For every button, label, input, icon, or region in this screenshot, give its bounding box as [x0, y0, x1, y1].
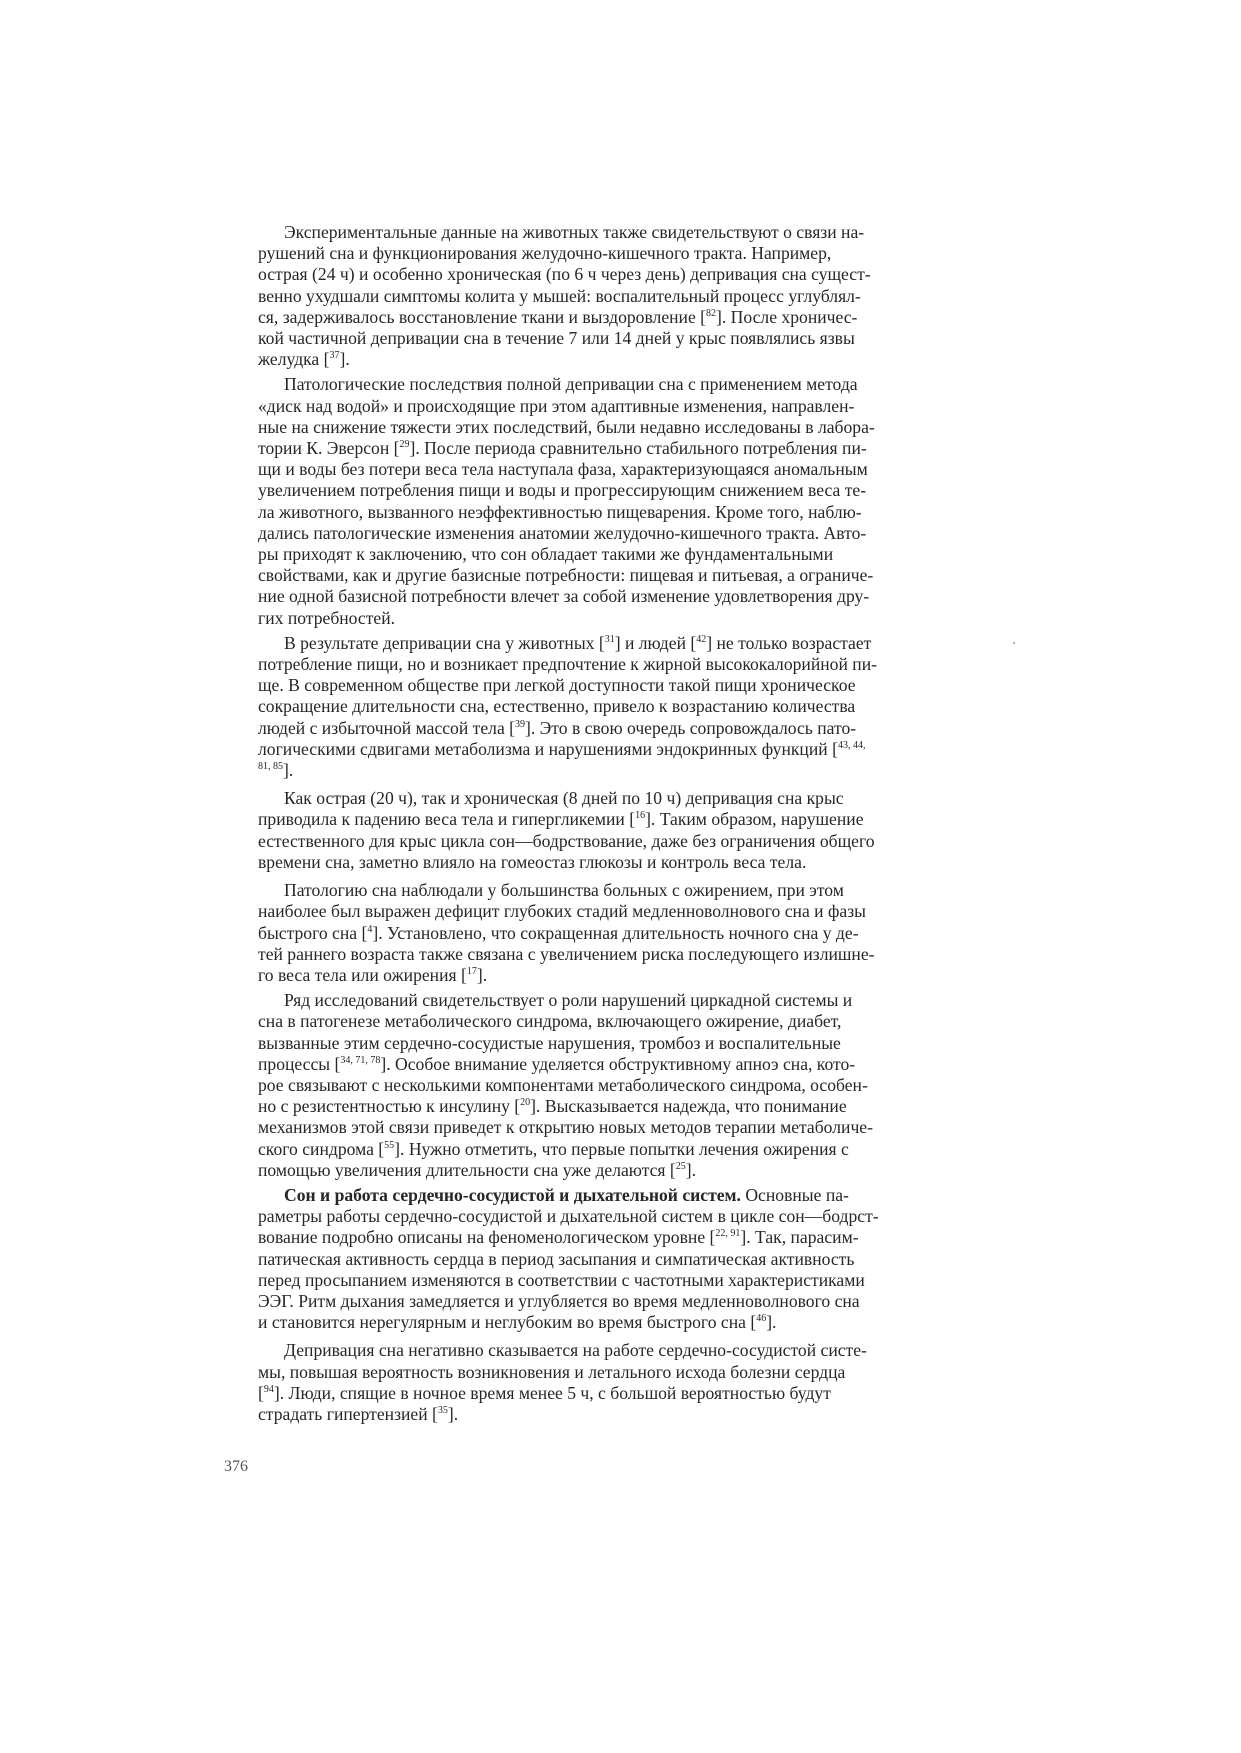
line: ]. [685, 1159, 697, 1180]
line: ]. Таким образом, нарушение [645, 809, 864, 830]
line: быстрого сна [ [258, 922, 368, 943]
citation: 55 [384, 1139, 395, 1151]
paragraph-6 [258, 990, 996, 1181]
citation: 25 [675, 1160, 686, 1172]
line: Патологические последствия полной депривации сна с применением метода [284, 374, 858, 395]
line: времени сна, заметно влияло на гомеостаз глюкозы и контроль веса тела. [258, 851, 807, 872]
line: Как острая (20 ч), так и хроническая (8 дней по 10 ч) депривация сна крыс [284, 788, 844, 809]
citation: 31 [604, 633, 615, 645]
citation: 39 [515, 718, 526, 730]
line: механизмов этой связи приведет к открытию новых методов терапии метаболиче- [258, 1117, 873, 1138]
line: вование подробно описаны на феноменологическом уровне [ [258, 1227, 716, 1248]
line: кой частичной депривации сна в течение 7 или 14 дней у крыс появлялись язвы [258, 328, 855, 349]
line: ]. Нужно отметить, что первые попытки лечения ожирения с [394, 1138, 849, 1159]
line: людей с избыточной массой тела [ [258, 717, 516, 738]
citation: 16 [635, 810, 646, 822]
line: гих потребностей. [258, 607, 396, 628]
citation: 17 [466, 965, 477, 977]
line: сна в патогенезе метаболического синдрома, включающего ожирение, диабет, [258, 1011, 842, 1032]
section-heading: Сон и работа сердечно-сосудистой и дыхательной систем. [284, 1184, 741, 1205]
line: ]. [339, 349, 350, 370]
line: Ряд исследований свидетельствует о роли нарушений циркадной системы и [284, 990, 853, 1011]
paragraph-5 [258, 880, 996, 986]
page-body [258, 222, 996, 1425]
scan-speck [1013, 642, 1015, 644]
line: тории К. Эверсон [ [258, 438, 400, 459]
line: ]. [476, 964, 488, 985]
line: приводила к падению веса тела и гипергликемии [ [258, 809, 636, 830]
paragraph-4 [258, 788, 996, 873]
line: логическими сдвигами метаболизма и нарушениями эндокринных функций [ [258, 738, 838, 759]
line: В результате депривации сна у животных [ [284, 632, 605, 653]
citation: 34, 71, 78 [340, 1054, 381, 1066]
paragraph-1 [258, 222, 996, 370]
line: потребление пищи, но и возникает предпочтение к жирной высококалорийной пи- [258, 654, 877, 675]
line: [ [258, 1382, 264, 1403]
line: го веса тела или ожирения [ [258, 964, 467, 985]
line: сокращение длительности сна, естественно, привело к возрастанию количества [258, 696, 856, 717]
line: ]. Так, парасим- [740, 1227, 859, 1248]
line: острая (24 ч) и особенно хроническая (по 6 ч через день) депривация сна сущест- [258, 264, 871, 285]
line: ]. Высказывается надежда, что понимание [530, 1096, 847, 1117]
line: рушений сна и функционирования желудочно-кишечного тракта. Например, [258, 243, 832, 264]
line: щи и воды без потери веса тела наступала фаза, характеризующаяся аномальным [258, 459, 868, 480]
line: Патологию сна наблюдали у большинства больных с ожирением, при этом [284, 880, 844, 901]
citation: 81, 85 [258, 761, 283, 773]
citation: 94 [263, 1383, 274, 1395]
paragraph-8 [258, 1340, 996, 1425]
line: ] и людей [ [614, 632, 697, 653]
line: тей раннего возраста также связана с увеличением риска последующего излишне- [258, 943, 875, 964]
line: ]. После периода сравнительно стабильного потребления пи- [409, 438, 867, 459]
line: ]. [447, 1403, 459, 1424]
paragraph-2 [258, 374, 996, 628]
line: ры приходят к заключению, что сон обладает такими же фундаментальными [258, 544, 834, 565]
line: ще. В современном обществе при легкой доступности такой пищи хроническое [258, 675, 856, 696]
paragraph-3 [258, 633, 996, 781]
line: ние одной базисной потребности влечет за собой изменение удовлетворения дру- [258, 586, 870, 607]
line: ]. Особое внимание уделяется обструктивному апноэ сна, кото- [380, 1053, 856, 1074]
line: помощью увеличения длительности сна уже делаются [ [258, 1159, 676, 1180]
line: мы, повышая вероятность возникновения и летального исхода болезни сердца [258, 1361, 846, 1382]
citation: 42 [696, 633, 707, 645]
line: Депривация сна негативно сказывается на работе сердечно-сосудистой систе- [284, 1340, 867, 1361]
line: наиболее был выражен дефицит глубоких стадий медленноволнового сна и фазы [258, 901, 866, 922]
line: патическая активность сердца в период засыпания и симпатическая активность [258, 1248, 855, 1269]
page-number: 376 [224, 1458, 248, 1475]
line: страдать гипертензией [ [258, 1403, 438, 1424]
line: свойствами, как и другие базисные потребности: пищевая и питьевая, а ограниче- [258, 565, 874, 586]
citation: 29 [399, 439, 410, 451]
line: ЭЭГ. Ритм дыхания замедляется и углубляется во время медленноволнового сна [258, 1290, 860, 1311]
citation: 35 [437, 1404, 448, 1416]
citation: 20 [520, 1097, 531, 1109]
line: процессы [ [258, 1053, 341, 1074]
line: ]. После хроничес- [716, 306, 858, 327]
line: ]. Это в свою очередь сопровождалось пато- [525, 717, 857, 738]
line: ные на снижение тяжести этих последствий, были недавно исследованы в лабора- [258, 416, 875, 437]
citation: 22, 91 [715, 1228, 741, 1240]
citation: 82 [706, 307, 717, 319]
line: венно ухудшали симптомы колита у мышей: воспалительный процесс углублял- [258, 285, 861, 306]
paragraph-7 [258, 1185, 996, 1333]
line: перед просыпанием изменяются в соответствии с частотными характеристиками [258, 1269, 865, 1290]
line: вызванные этим сердечно-сосудистые нарушения, тромбоз и воспалительные [258, 1032, 841, 1053]
line: рое связывают с несколькими компонентами метаболического синдрома, особен- [258, 1074, 868, 1095]
line: ]. [283, 760, 294, 781]
citation: 46 [756, 1313, 767, 1325]
line: раметры работы сердечно-сосудистой и дыхательной систем в цикле сон—бодрст- [258, 1206, 879, 1227]
citation: 4 [367, 923, 373, 935]
line: ся, задерживалось восстановление ткани и выздоровление [ [258, 306, 707, 327]
line: но с резистентностью к инсулину [ [258, 1096, 521, 1117]
line: увеличением потребления пищи и воды и прогрессирующим снижением веса те- [258, 480, 867, 501]
line: и становится нерегулярным и неглубоким во время быстрого сна [ [258, 1312, 757, 1333]
line: Экспериментальные данные на животных также свидетельствуют о связи на- [284, 222, 865, 242]
line: ]. Люди, спящие в ночное время менее 5 ч, с большой вероятностью будут [273, 1382, 831, 1403]
citation: 37 [329, 350, 340, 362]
line: Основные па- [740, 1184, 849, 1205]
line: желудка [ [258, 349, 330, 370]
line: дались патологические изменения анатомии желудочно-кишечного тракта. Авто- [258, 522, 867, 543]
line: ского синдрома [ [258, 1138, 385, 1159]
line: естественного для крыс цикла сон—бодрствование, даже без ограничения общего [258, 830, 875, 851]
line: ла животного, вызванного неэффективностью пищеварения. Кроме того, наблю- [258, 501, 862, 522]
line: ]. Установлено, что сокращенная длительность ночного сна у де- [372, 922, 859, 943]
citation: 43, 44, [837, 739, 866, 751]
line: ]. [766, 1312, 777, 1333]
line: «диск над водой» и происходящие при этом адаптивные изменения, направлен- [258, 395, 855, 416]
line: ] не только возрастает [706, 632, 872, 653]
